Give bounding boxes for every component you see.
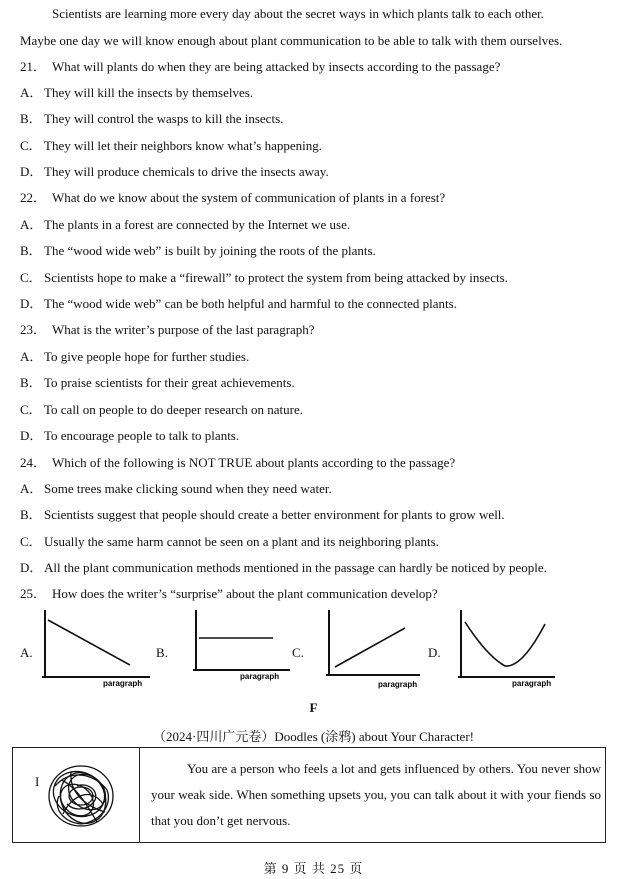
question-21 [20, 59, 500, 75]
doodle-table [12, 747, 606, 843]
q24-option-d[interactable] [20, 560, 547, 576]
graph-a-trend-line [48, 620, 130, 665]
option-text: The “wood wide web” can be both helpful and harmful to the connected plants. [44, 296, 457, 311]
graph-option-a-letter[interactable]: A. [20, 645, 33, 660]
option-text: Scientists suggest that people should create a better environment for plants to grow well. [44, 507, 505, 522]
intro-line-2: Maybe one day we will know enough about plant communication to be able to talk with them ourselves. [20, 33, 563, 48]
q24-option-c[interactable] [20, 534, 439, 550]
graph-d[interactable] [458, 610, 555, 688]
q22-option-c[interactable] [20, 270, 508, 286]
doodle-label: I [35, 774, 40, 789]
option-letter: D． [20, 428, 43, 443]
question-25 [20, 586, 438, 602]
question-number: 25． [20, 586, 47, 601]
option-text: The plants in a forest are connected by the Internet we use. [44, 217, 351, 232]
scribble-doodle-icon [41, 756, 121, 836]
graph-c[interactable] [326, 610, 420, 689]
q22-option-b[interactable] [20, 243, 376, 259]
page-footer: 第 9 页 共 25 页 [263, 861, 364, 876]
option-letter: C． [20, 270, 42, 285]
option-letter: A． [20, 349, 43, 364]
intro-line-1: Scientists are learning more every day about the secret ways in which plants talk to each other. [52, 6, 545, 21]
doodle-image-cell [13, 748, 140, 842]
question-number: 23． [20, 322, 47, 337]
option-text: They will control the wasps to kill the insects. [44, 111, 284, 126]
section-title: （2024·四川广元卷）Doodles (涂鸦) about Your Character! [153, 729, 474, 744]
option-text: To praise scientists for their great achievements. [44, 375, 295, 390]
option-text: The “wood wide web” is built by joining the roots of the plants. [44, 243, 376, 258]
graph-a[interactable] [42, 610, 150, 688]
q23-option-a[interactable] [20, 349, 249, 365]
q21-option-b[interactable] [20, 111, 283, 127]
question-number: 21． [20, 59, 47, 74]
q23-option-d[interactable] [20, 428, 239, 444]
question-text: What will plants do when they are being attacked by insects according to the passage? [52, 59, 501, 74]
graph-option-b-letter[interactable]: B. [156, 645, 168, 660]
graph-d-trend-curve [465, 622, 545, 666]
graph-option-c-letter[interactable]: C. [292, 645, 304, 660]
option-letter: C． [20, 138, 42, 153]
graph-c-trend-line [335, 628, 405, 667]
option-text: Some trees make clicking sound when they need water. [44, 481, 332, 496]
question-text: How does the writer’s “surprise” about the plant communication develop? [52, 586, 438, 601]
graph-option-d-letter[interactable]: D. [428, 645, 441, 660]
graph-d-axis-label: paragraph [512, 679, 552, 688]
question-number: 22． [20, 190, 47, 205]
option-text: Usually the same harm cannot be seen on a plant and its neighboring plants. [44, 534, 439, 549]
option-text: They will let their neighbors know what’s happening. [44, 138, 323, 153]
question-23 [20, 322, 315, 338]
q22-option-d[interactable] [20, 296, 457, 312]
option-letter: B． [20, 111, 42, 126]
option-letter: C． [20, 402, 42, 417]
option-letter: A． [20, 481, 43, 496]
question-text: Which of the following is NOT TRUE about plants according to the passage? [52, 455, 456, 470]
option-letter: A． [20, 217, 43, 232]
q21-option-d[interactable] [20, 164, 329, 180]
q24-option-a[interactable] [20, 481, 332, 497]
question-24 [20, 455, 455, 471]
option-text: To encourage people to talk to plants. [44, 428, 240, 443]
option-letter: C． [20, 534, 42, 549]
q23-option-c[interactable] [20, 402, 303, 418]
graph-a-axis-label: paragraph [103, 679, 143, 688]
option-text: To call on people to do deeper research on nature. [44, 402, 303, 417]
option-letter: A． [20, 85, 43, 100]
option-text: They will kill the insects by themselves. [44, 85, 254, 100]
question-text: What do we know about the system of communication of plants in a forest? [52, 190, 446, 205]
section-letter: F [309, 700, 318, 715]
q22-option-a[interactable] [20, 217, 350, 233]
q24-option-b[interactable] [20, 507, 505, 523]
option-letter: D． [20, 560, 43, 575]
option-text: All the plant communication methods mentioned in the passage can hardly be noticed by people. [44, 560, 547, 575]
option-text: They will produce chemicals to drive the insects away. [44, 164, 329, 179]
q23-option-b[interactable] [20, 375, 295, 391]
option-text: Scientists hope to make a “firewall” to protect the system from being attacked by insects. [44, 270, 508, 285]
option-letter: B． [20, 375, 42, 390]
graph-b-axis-label: paragraph [240, 672, 280, 681]
doodle-description [151, 756, 601, 834]
doodle-description-text: You are a person who feels a lot and gets influenced by others. You never show your weak side. When something upsets you, you can talk about it with your fiends so that you don’t get nervous. [151, 761, 601, 828]
option-letter: B． [20, 243, 42, 258]
graph-c-axis-label: paragraph [378, 680, 418, 689]
trend-graphs [0, 606, 627, 698]
q21-option-a[interactable] [20, 85, 253, 101]
option-letter: D． [20, 296, 43, 311]
option-letter: B． [20, 507, 42, 522]
option-text: To give people hope for further studies. [44, 349, 250, 364]
question-22 [20, 190, 445, 206]
graph-b[interactable] [193, 610, 290, 681]
option-letter: D． [20, 164, 43, 179]
question-number: 24． [20, 455, 47, 470]
question-text: What is the writer’s purpose of the last paragraph? [52, 322, 315, 337]
q21-option-c[interactable] [20, 138, 322, 154]
